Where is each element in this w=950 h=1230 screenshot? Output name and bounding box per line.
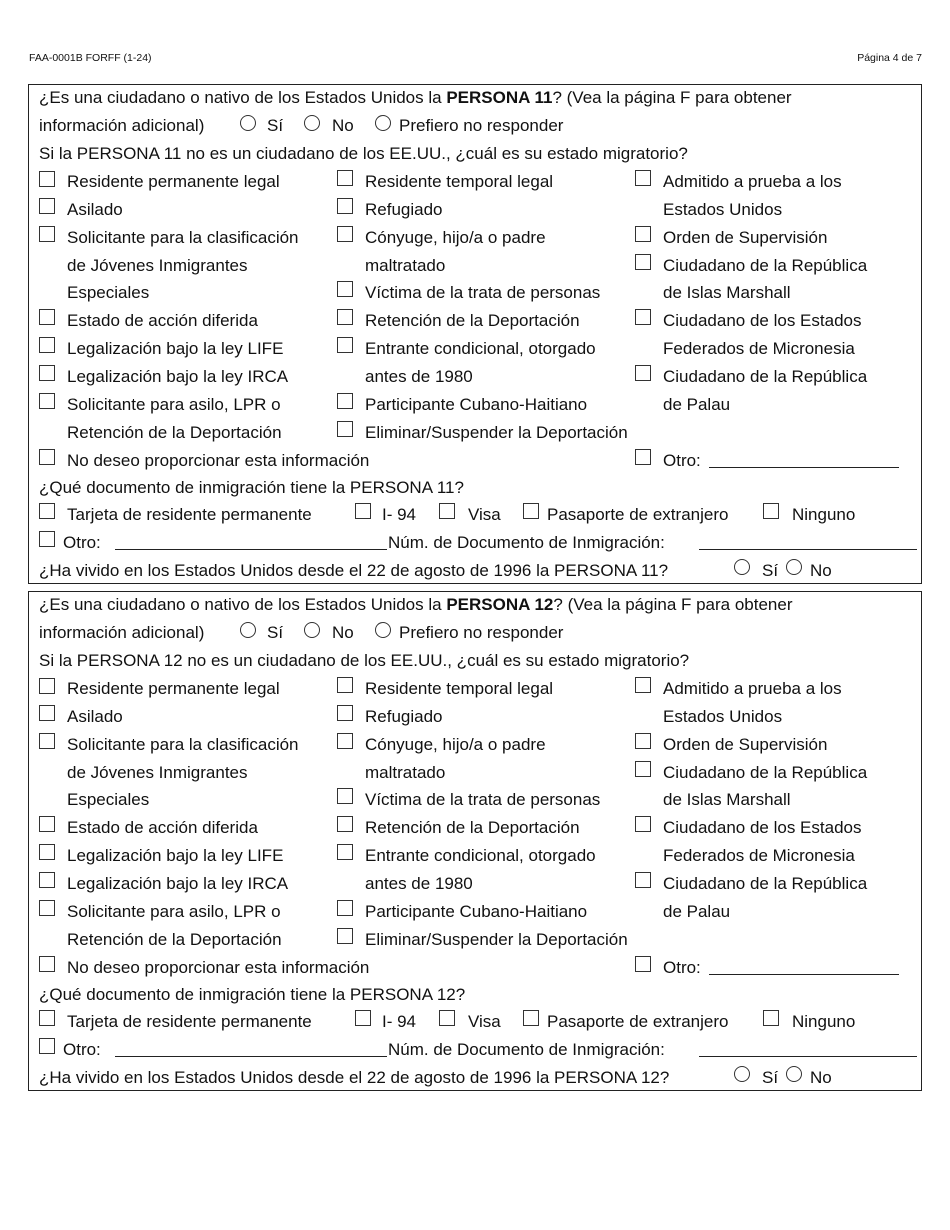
citizen-no-radio[interactable] bbox=[304, 622, 320, 638]
citizen-prefer-not-label: Prefiero no responder bbox=[399, 623, 564, 642]
citizen-yes-label: Sí bbox=[267, 623, 284, 642]
status-islas-marshall-label-2: de Islas Marshall bbox=[663, 283, 791, 302]
status-admitido-prueba-label: Admitido a prueba a los bbox=[663, 172, 842, 191]
citizen-prefer-not-radio[interactable] bbox=[375, 115, 391, 131]
status-no-deseo-label: No deseo proporcionar esta información bbox=[67, 451, 370, 470]
doc-visa-label: Visa bbox=[468, 505, 501, 524]
status-retencion-deportacion-checkbox[interactable] bbox=[337, 309, 353, 325]
status-cubano-haitiano-label: Participante Cubano-Haitiano bbox=[365, 902, 588, 921]
status-conyuge-maltratado-label-2: maltratado bbox=[365, 256, 446, 275]
status-question: Si la PERSONA 11 no es un ciudadano de los EE.UU., ¿cuál es su estado migratorio? bbox=[39, 144, 688, 163]
doc-visa-checkbox[interactable] bbox=[439, 503, 455, 519]
document-question: ¿Qué documento de inmigración tiene la PERSONA 11? bbox=[39, 478, 464, 497]
status-no-deseo-checkbox[interactable] bbox=[39, 449, 55, 465]
lived-no-label: No bbox=[810, 561, 832, 580]
status-victima-trata-checkbox[interactable] bbox=[337, 788, 353, 804]
status-accion-diferida-label: Estado de acción diferida bbox=[67, 311, 258, 330]
status-eliminar-deportacion-checkbox[interactable] bbox=[337, 928, 353, 944]
status-irca-label: Legalización bajo la ley IRCA bbox=[67, 874, 289, 893]
status-solicitante-asilo-label: Solicitante para asilo, LPR o bbox=[67, 902, 281, 921]
status-question: Si la PERSONA 12 no es un ciudadano de los EE.UU., ¿cuál es su estado migratorio? bbox=[39, 651, 690, 670]
person-11-section bbox=[28, 84, 922, 584]
status-micronesia-checkbox[interactable] bbox=[635, 309, 651, 325]
status-solicitante-asilo-label: Solicitante para asilo, LPR o bbox=[67, 395, 281, 414]
status-solicitante-jovenes-label-3: Especiales bbox=[67, 283, 150, 302]
status-micronesia-checkbox[interactable] bbox=[635, 816, 651, 832]
doc-number-input-line[interactable] bbox=[699, 549, 917, 550]
status-otro-input-line[interactable] bbox=[709, 467, 899, 468]
doc-tarjeta-label: Tarjeta de residente permanente bbox=[67, 505, 312, 524]
status-asilado-label: Asilado bbox=[67, 200, 123, 219]
citizen-yes-radio[interactable] bbox=[240, 622, 256, 638]
doc-otro-checkbox[interactable] bbox=[39, 531, 55, 547]
status-residente-temporal-label: Residente temporal legal bbox=[365, 679, 554, 698]
status-asilado-label: Asilado bbox=[67, 707, 123, 726]
status-cubano-haitiano-label: Participante Cubano-Haitiano bbox=[365, 395, 588, 414]
status-victima-trata-label: Víctima de la trata de personas bbox=[365, 283, 601, 302]
status-admitido-prueba-label-2: Estados Unidos bbox=[663, 200, 783, 219]
status-eliminar-deportacion-checkbox[interactable] bbox=[337, 421, 353, 437]
doc-tarjeta-label: Tarjeta de residente permanente bbox=[67, 1012, 312, 1031]
status-residente-permanente-checkbox[interactable] bbox=[39, 171, 55, 187]
status-refugiado-checkbox[interactable] bbox=[337, 198, 353, 214]
citizen-prefer-not-label: Prefiero no responder bbox=[399, 116, 564, 135]
status-admitido-prueba-label: Admitido a prueba a los bbox=[663, 679, 842, 698]
doc-i94-label: I- 94 bbox=[382, 1012, 417, 1031]
status-palau-checkbox[interactable] bbox=[635, 365, 651, 381]
status-conyuge-maltratado-checkbox[interactable] bbox=[337, 733, 353, 749]
lived-no-radio[interactable] bbox=[786, 1066, 802, 1082]
citizen-no-label: No bbox=[332, 623, 354, 642]
status-orden-supervision-label: Orden de Supervisión bbox=[663, 228, 828, 247]
status-retencion-deportacion-label: Retención de la Deportación bbox=[365, 311, 580, 330]
status-islas-marshall-label: Ciudadano de la República bbox=[663, 763, 868, 782]
status-admitido-prueba-checkbox[interactable] bbox=[635, 170, 651, 186]
status-conyuge-maltratado-label: Cónyuge, hijo/a o padre bbox=[365, 228, 546, 247]
status-conyuge-maltratado-label: Cónyuge, hijo/a o padre bbox=[365, 735, 546, 754]
status-asilado-checkbox[interactable] bbox=[39, 198, 55, 214]
status-irca-checkbox[interactable] bbox=[39, 872, 55, 888]
status-cubano-haitiano-checkbox[interactable] bbox=[337, 900, 353, 916]
form-id: FAA-0001B FORFF (1-24) bbox=[29, 52, 152, 64]
status-entrante-condicional-checkbox[interactable] bbox=[337, 844, 353, 860]
status-palau-label-2: de Palau bbox=[663, 902, 731, 921]
status-eliminar-deportacion-label: Eliminar/Suspender la Deportación bbox=[365, 423, 628, 442]
doc-otro-checkbox[interactable] bbox=[39, 1038, 55, 1054]
status-solicitante-jovenes-checkbox[interactable] bbox=[39, 733, 55, 749]
status-irca-label: Legalización bajo la ley IRCA bbox=[67, 367, 289, 386]
status-residente-temporal-checkbox[interactable] bbox=[337, 677, 353, 693]
citizen-prefer-not-radio[interactable] bbox=[375, 622, 391, 638]
status-micronesia-label-2: Federados de Micronesia bbox=[663, 339, 855, 358]
doc-pasaporte-label: Pasaporte de extranjero bbox=[547, 1012, 729, 1031]
status-orden-supervision-label: Orden de Supervisión bbox=[663, 735, 828, 754]
doc-otro-label: Otro: bbox=[63, 1040, 101, 1059]
citizen-yes-radio[interactable] bbox=[240, 115, 256, 131]
status-life-label: Legalización bajo la ley LIFE bbox=[67, 339, 284, 358]
status-entrante-condicional-label: Entrante condicional, otorgado bbox=[365, 846, 596, 865]
status-entrante-condicional-label: Entrante condicional, otorgado bbox=[365, 339, 596, 358]
lived-yes-radio[interactable] bbox=[734, 559, 750, 575]
status-micronesia-label: Ciudadano de los Estados bbox=[663, 311, 862, 330]
doc-ninguno-label: Ninguno bbox=[792, 505, 856, 524]
status-orden-supervision-checkbox[interactable] bbox=[635, 226, 651, 242]
status-eliminar-deportacion-label: Eliminar/Suspender la Deportación bbox=[365, 930, 628, 949]
citizen-question: ¿Es una ciudadano o nativo de los Estados Unidos la PERSONA 11? (Vea la página F para obtener bbox=[39, 88, 792, 107]
status-conyuge-maltratado-checkbox[interactable] bbox=[337, 226, 353, 242]
status-refugiado-checkbox[interactable] bbox=[337, 705, 353, 721]
status-islas-marshall-checkbox[interactable] bbox=[635, 254, 651, 270]
doc-number-input-line[interactable] bbox=[699, 1056, 917, 1057]
status-solicitante-jovenes-label-2: de Jóvenes Inmigrantes bbox=[67, 256, 248, 275]
doc-ninguno-checkbox[interactable] bbox=[763, 503, 779, 519]
status-residente-temporal-label: Residente temporal legal bbox=[365, 172, 554, 191]
doc-pasaporte-checkbox[interactable] bbox=[523, 503, 539, 519]
doc-visa-label: Visa bbox=[468, 1012, 501, 1031]
lived-question: ¿Ha vivido en los Estados Unidos desde el 22 de agosto de 1996 la PERSONA 12? bbox=[39, 1068, 670, 1087]
doc-ninguno-checkbox[interactable] bbox=[763, 1010, 779, 1026]
status-islas-marshall-label-2: de Islas Marshall bbox=[663, 790, 791, 809]
citizen-question: ¿Es una ciudadano o nativo de los Estados Unidos la PERSONA 12? (Vea la página F para obtener bbox=[39, 595, 793, 614]
page-number: Página 4 de 7 bbox=[857, 52, 922, 64]
status-refugiado-label: Refugiado bbox=[365, 200, 443, 219]
status-otro-checkbox[interactable] bbox=[635, 449, 651, 465]
status-no-deseo-checkbox[interactable] bbox=[39, 956, 55, 972]
citizen-question-line2: información adicional) bbox=[39, 623, 205, 642]
status-entrante-condicional-label-2: antes de 1980 bbox=[365, 367, 473, 386]
document-question: ¿Qué documento de inmigración tiene la PERSONA 12? bbox=[39, 985, 466, 1004]
status-solicitante-jovenes-label-2: de Jóvenes Inmigrantes bbox=[67, 763, 248, 782]
status-islas-marshall-checkbox[interactable] bbox=[635, 761, 651, 777]
status-accion-diferida-checkbox[interactable] bbox=[39, 309, 55, 325]
doc-pasaporte-label: Pasaporte de extranjero bbox=[547, 505, 729, 524]
status-irca-checkbox[interactable] bbox=[39, 365, 55, 381]
person-12-section bbox=[28, 591, 922, 1091]
citizen-no-radio[interactable] bbox=[304, 115, 320, 131]
status-life-label: Legalización bajo la ley LIFE bbox=[67, 846, 284, 865]
status-refugiado-label: Refugiado bbox=[365, 707, 443, 726]
citizen-yes-label: Sí bbox=[267, 116, 284, 135]
lived-yes-label: Sí bbox=[762, 1068, 779, 1087]
status-cubano-haitiano-checkbox[interactable] bbox=[337, 393, 353, 409]
status-otro-input-line[interactable] bbox=[709, 974, 899, 975]
status-solicitante-asilo-label-2: Retención de la Deportación bbox=[67, 423, 282, 442]
status-entrante-condicional-checkbox[interactable] bbox=[337, 337, 353, 353]
status-solicitante-asilo-checkbox[interactable] bbox=[39, 900, 55, 916]
doc-tarjeta-checkbox[interactable] bbox=[39, 1010, 55, 1026]
doc-i94-label: I- 94 bbox=[382, 505, 417, 524]
status-residente-permanente-label: Residente permanente legal bbox=[67, 679, 280, 698]
doc-ninguno-label: Ninguno bbox=[792, 1012, 856, 1031]
status-otro-label: Otro: bbox=[663, 958, 701, 977]
status-residente-permanente-checkbox[interactable] bbox=[39, 678, 55, 694]
status-retencion-deportacion-checkbox[interactable] bbox=[337, 816, 353, 832]
status-otro-checkbox[interactable] bbox=[635, 956, 651, 972]
status-victima-trata-checkbox[interactable] bbox=[337, 281, 353, 297]
lived-no-radio[interactable] bbox=[786, 559, 802, 575]
doc-tarjeta-checkbox[interactable] bbox=[39, 503, 55, 519]
citizen-question-line2: información adicional) bbox=[39, 116, 205, 135]
status-residente-temporal-checkbox[interactable] bbox=[337, 170, 353, 186]
lived-no-label: No bbox=[810, 1068, 832, 1087]
status-solicitante-jovenes-label-3: Especiales bbox=[67, 790, 150, 809]
doc-number-label: Núm. de Documento de Inmigración: bbox=[388, 1040, 665, 1059]
status-solicitante-asilo-label-2: Retención de la Deportación bbox=[67, 930, 282, 949]
status-life-checkbox[interactable] bbox=[39, 844, 55, 860]
doc-i94-checkbox[interactable] bbox=[355, 503, 371, 519]
status-solicitante-jovenes-label: Solicitante para la clasificación bbox=[67, 735, 299, 754]
doc-visa-checkbox[interactable] bbox=[439, 1010, 455, 1026]
lived-yes-label: Sí bbox=[762, 561, 779, 580]
doc-otro-input-line[interactable] bbox=[115, 1056, 387, 1057]
doc-pasaporte-checkbox[interactable] bbox=[523, 1010, 539, 1026]
status-solicitante-jovenes-label: Solicitante para la clasificación bbox=[67, 228, 299, 247]
status-islas-marshall-label: Ciudadano de la República bbox=[663, 256, 868, 275]
doc-otro-input-line[interactable] bbox=[115, 549, 387, 550]
status-palau-label: Ciudadano de la República bbox=[663, 367, 868, 386]
doc-i94-checkbox[interactable] bbox=[355, 1010, 371, 1026]
status-micronesia-label: Ciudadano de los Estados bbox=[663, 818, 862, 837]
status-palau-label: Ciudadano de la República bbox=[663, 874, 868, 893]
status-palau-label-2: de Palau bbox=[663, 395, 731, 414]
status-otro-label: Otro: bbox=[663, 451, 701, 470]
status-no-deseo-label: No deseo proporcionar esta información bbox=[67, 958, 370, 977]
status-asilado-checkbox[interactable] bbox=[39, 705, 55, 721]
lived-question: ¿Ha vivido en los Estados Unidos desde el 22 de agosto de 1996 la PERSONA 11? bbox=[39, 561, 669, 580]
status-micronesia-label-2: Federados de Micronesia bbox=[663, 846, 855, 865]
status-admitido-prueba-label-2: Estados Unidos bbox=[663, 707, 783, 726]
status-orden-supervision-checkbox[interactable] bbox=[635, 733, 651, 749]
doc-otro-label: Otro: bbox=[63, 533, 101, 552]
status-entrante-condicional-label-2: antes de 1980 bbox=[365, 874, 473, 893]
doc-number-label: Núm. de Documento de Inmigración: bbox=[388, 533, 665, 552]
status-victima-trata-label: Víctima de la trata de personas bbox=[365, 790, 601, 809]
status-accion-diferida-checkbox[interactable] bbox=[39, 816, 55, 832]
status-life-checkbox[interactable] bbox=[39, 337, 55, 353]
status-admitido-prueba-checkbox[interactable] bbox=[635, 677, 651, 693]
status-palau-checkbox[interactable] bbox=[635, 872, 651, 888]
status-solicitante-jovenes-checkbox[interactable] bbox=[39, 226, 55, 242]
status-conyuge-maltratado-label-2: maltratado bbox=[365, 763, 446, 782]
status-residente-permanente-label: Residente permanente legal bbox=[67, 172, 280, 191]
status-solicitante-asilo-checkbox[interactable] bbox=[39, 393, 55, 409]
citizen-no-label: No bbox=[332, 116, 354, 135]
status-accion-diferida-label: Estado de acción diferida bbox=[67, 818, 258, 837]
lived-yes-radio[interactable] bbox=[734, 1066, 750, 1082]
status-retencion-deportacion-label: Retención de la Deportación bbox=[365, 818, 580, 837]
